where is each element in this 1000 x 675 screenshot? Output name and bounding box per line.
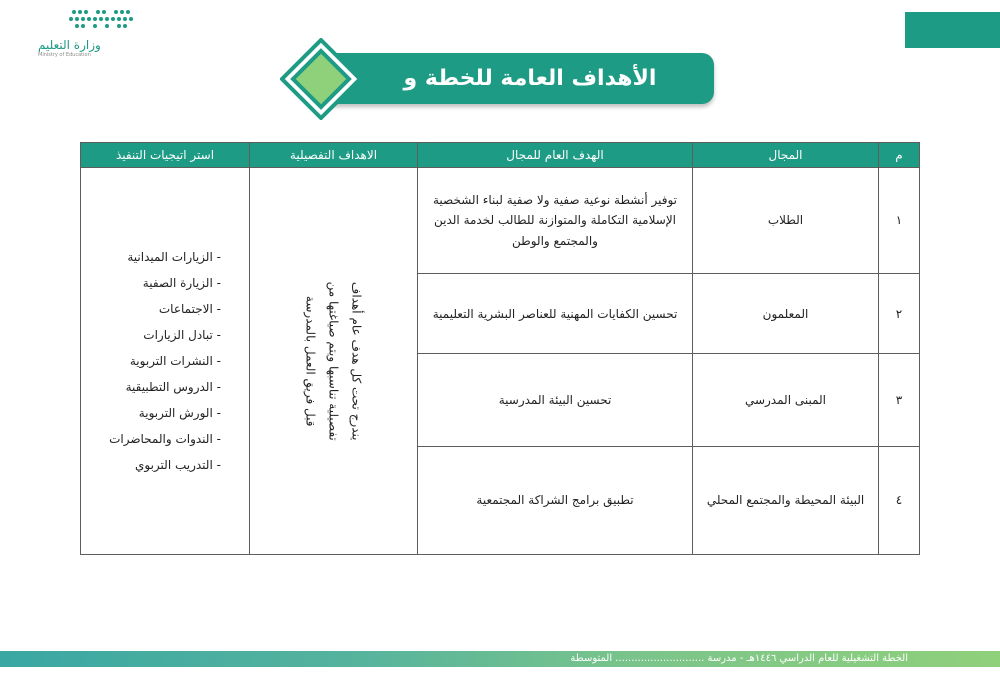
logo-dots-icon — [68, 8, 138, 32]
row-number: ٢ — [879, 274, 920, 354]
ministry-logo — [38, 8, 148, 60]
header-domain: المجال — [693, 143, 879, 168]
strategies-list — [109, 244, 221, 478]
strategy-item: - الندوات والمحاضرات — [109, 432, 221, 446]
row-general-goal: تطبيق برامج الشراكة المجتمعية — [418, 446, 693, 554]
table-header-row — [81, 143, 920, 168]
row-general-goal: توفير أنشطة نوعية صفية ولا صفية لبناء الشخصية الإسلامية التكاملة والمتوازنة للطالب لخدمة الدين والمجتمع والوطن — [418, 168, 693, 274]
logo-name: وزارة التعليم — [38, 38, 101, 52]
row-domain: المبنى المدرسي — [693, 354, 879, 446]
page-title: الأهداف العامة للخطة و مجالاتها — [403, 66, 657, 142]
strategy-item: - الدروس التطبيقية — [125, 380, 221, 394]
row-domain: البيئة المحيطة والمجتمع المحلي — [693, 446, 879, 554]
header-general-goal: الهدف العام للمجال — [418, 143, 693, 168]
strategy-item: - الزيارات الميدانية — [127, 250, 221, 264]
row-number: ٣ — [879, 354, 920, 446]
strategies-cell — [81, 168, 250, 555]
diamond-emblem — [280, 38, 362, 120]
row-number: ١ — [879, 168, 920, 274]
strategy-item: - تبادل الزيارات — [143, 328, 221, 342]
row-general-goal: تحسين الكفايات المهنية للعناصر البشرية التعليمية — [418, 274, 693, 354]
detailed-goals-cell — [250, 168, 418, 555]
footer-text: الخطة التشغيلية للعام الدراسي ١٤٤٦هـ - مدرسة ............................ المتوسطة — [570, 653, 908, 664]
strategy-item: - النشرات التربوية — [129, 354, 221, 368]
strategy-item: - الزيارة الصفية — [142, 276, 221, 290]
row-domain: المعلمون — [693, 274, 879, 354]
diamond-icon — [280, 38, 362, 120]
row-general-goal: تحسين البيئة المدرسية — [418, 354, 693, 446]
strategy-item: - التدريب التربوي — [134, 458, 221, 472]
header-strategies: استر اتيجيات التنفيذ — [81, 143, 250, 168]
strategy-item: - الورش التربوية — [138, 406, 221, 420]
header-detailed-goals: الاهداف التفصيلية — [250, 143, 418, 168]
detailed-goals-text: يندرج تحت كل هدف عام أهداف تفصيلية تناسبها ويتم صياغتها من قبل فريق العمل بالمدرسة — [304, 281, 364, 441]
goals-table — [80, 142, 920, 555]
row-domain: الطلاب — [693, 168, 879, 274]
row-number: ٤ — [879, 446, 920, 554]
table-row — [81, 168, 920, 274]
header-num: م — [879, 143, 920, 168]
strategy-item: - الاجتماعات — [158, 302, 221, 316]
corner-tab — [905, 12, 1000, 48]
logo-subtitle: Ministry of Education — [38, 52, 91, 58]
